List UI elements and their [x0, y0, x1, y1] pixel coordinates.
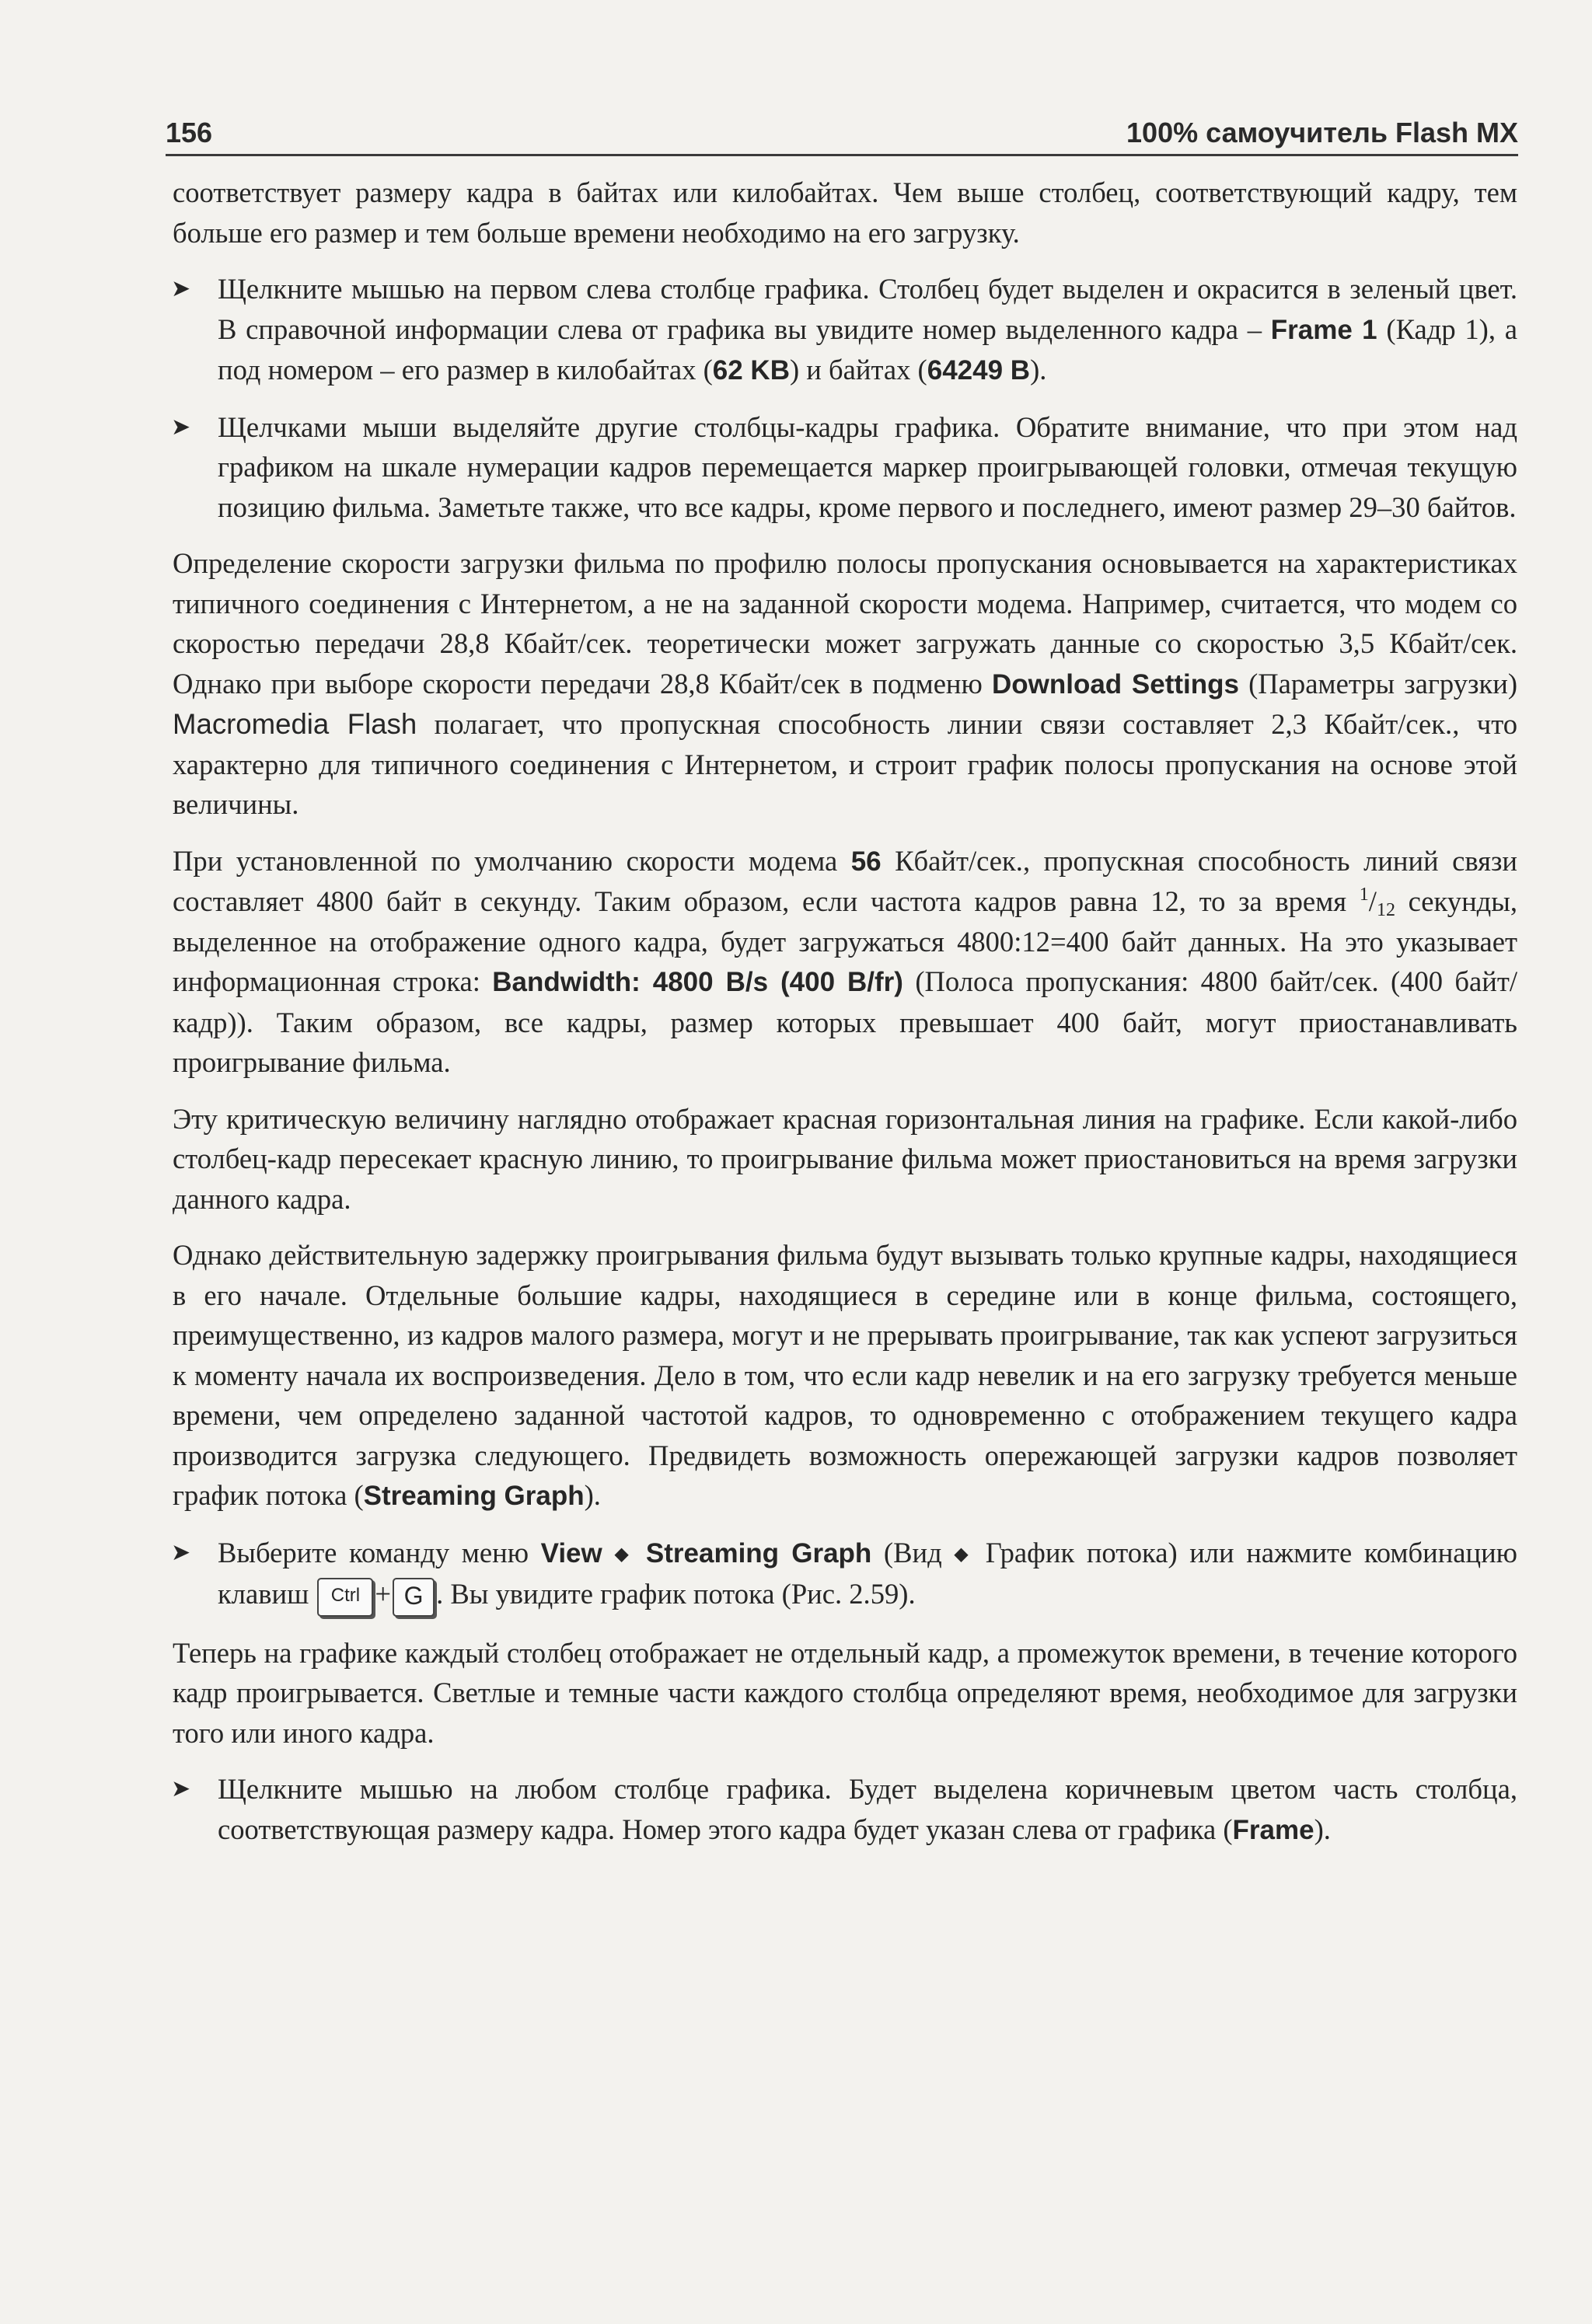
arrow-bullet-icon: ➤	[171, 413, 191, 441]
diamond-separator-icon: ◆	[954, 1542, 974, 1565]
page-body	[173, 173, 1517, 1866]
bold-term: Bandwidth: 4800 B/s (400 B/fr)	[492, 967, 903, 997]
fraction-slash: /	[1368, 885, 1377, 917]
menu-command: Streaming Graph	[645, 1537, 872, 1569]
bullet-text: Щелчками мыши выделяйте другие столбцы-кадры графика. Обратите внимание, что при этом над графиком на шкале нумерации кадров перемещается маркер проигрывающей головки, отмечая текущую позицию фильма. Заметьте также, что все кадры, кроме первого и последнего, имеют размер 29–30 байтов.	[218, 410, 1517, 523]
bullet-text: Щелкните мышью на первом слева столбце графика. Столбец будет выделен и окрасится в зеленый цвет. В справочной информации слева от графика вы увидите номер выделенного кадра –	[218, 273, 1517, 345]
paragraph: Эту критическую величину наглядно отображает красная горизонтальная линия на графике. Если какой-либо столбец-кадр пересекает красную линию, то проигрывание фильма может приостановиться на время загрузки данного кадра.	[173, 1102, 1517, 1215]
bullet-text: (Вид	[871, 1536, 955, 1569]
paragraph-text: (Параметры загрузки)	[1238, 667, 1517, 700]
bullet-text: ).	[1030, 354, 1047, 386]
fraction-denominator: 12	[1376, 900, 1395, 920]
paragraph-text: полагает, что пропускная способность линии связи составляет 2,3 Кбайт/сек., что характерно для типичного соединения с Интернетом, и строит график полосы пропускания на основе этой величины.	[173, 708, 1517, 820]
product-name: Macromedia Flash	[173, 708, 417, 740]
paragraph-text: При установленной по умолчанию скорости модема	[173, 844, 851, 877]
paragraph-text: ).	[584, 1479, 601, 1511]
paragraph-text: Кбайт/сек., пропускная способность линий связи составляет 4800 байт в секунду. Таким образом, если частота кадров равна 12, то за время	[173, 844, 1517, 917]
paragraph-text: (Полоса пропускания: 4800 байт/сек. (400 байт/кадр)). Таким образом, все кадры, размер которых превышает 400 байт, могут приостанавливать проигрывание фильма.	[173, 965, 1517, 1078]
key-plus: +	[375, 1578, 392, 1610]
page-number: 156	[166, 117, 213, 148]
bullet-text: Выберите команду меню	[218, 1536, 541, 1569]
fraction	[1359, 885, 1395, 920]
bullet-item	[173, 1533, 1517, 1617]
bullet-text: График потока) или нажмите комбинацию клавиш	[218, 1536, 1517, 1610]
bold-term: 64249 B	[927, 355, 1031, 386]
paragraph: Теперь на графике каждый столбец отображает не отдельный кадр, а промежуток времени, в течение которого кадр проигрывается. Светлые и темные части каждого столбца определяют время, необходимое для загрузки того или иного кадра.	[173, 1636, 1517, 1749]
page-header	[166, 115, 1518, 156]
diamond-separator-icon: ◆	[614, 1542, 634, 1565]
paragraph-text: секунды, выделенное на отображение одного кадра, будет загружаться 4800:12=400 байт данных. На это указывает информационная строка:	[173, 885, 1517, 997]
bold-term: 62 KB	[712, 355, 790, 386]
paragraph	[173, 543, 1517, 825]
paragraph: соответствует размеру кадра в байтах или килобайтах. Чем выше столбец, соответствующий кадру, тем больше его размер и тем больше времени необходимо на его загрузку.	[173, 176, 1517, 249]
bullet-text: . Вы увидите график потока (Рис. 2.59).	[436, 1578, 916, 1610]
bullet-item	[173, 1769, 1517, 1850]
bullet-item	[173, 407, 1517, 528]
bold-term: Frame 1	[1270, 314, 1377, 345]
paragraph-text: Определение скорости загрузки фильма по профилю полосы пропускания основывается на характеристиках типичного соединения с Интернетом, а не на заданной скорости модема. Например, считается, что модем со скоростью передачи 28,8 Кбайт/сек. теоретически может загружать данные со скоростью 3,5 Кбайт/сек. Однако при выборе скорости передачи 28,8 Кбайт/сек в подменю	[173, 547, 1517, 700]
bold-term: Frame	[1232, 1814, 1314, 1845]
arrow-bullet-icon: ➤	[171, 1538, 191, 1566]
ctrl-key-icon: Ctrl	[317, 1578, 373, 1617]
book-title: 100% самоучитель Flash MX	[1126, 117, 1518, 148]
bullet-text: (Кадр 1), а под номером – его размер в килобайтах (	[218, 312, 1518, 386]
menu-name: View	[540, 1537, 602, 1569]
bold-term: Streaming Graph	[363, 1481, 585, 1511]
bold-term: 56	[850, 846, 882, 877]
bullet-item	[173, 269, 1517, 391]
arrow-bullet-icon: ➤	[171, 275, 191, 302]
bullet-text: Щелкните мышью на любом столбце графика. Будет выделена коричневым цветом часть столбца, соответствующая размеру кадра. Номер этого кадра будет указан слева от графика (	[218, 1773, 1517, 1845]
g-key-icon: G	[393, 1578, 435, 1617]
bullet-text: ) и байтах (	[789, 354, 927, 386]
arrow-bullet-icon: ➤	[171, 1775, 191, 1803]
bold-term: Download Settings	[991, 668, 1239, 700]
fraction-numerator: 1	[1359, 885, 1369, 905]
paragraph-text: Однако действительную задержку проигрывания фильма будут вызывать только крупные кадры, находящиеся в его начале. Отдельные большие кадры, находящиеся в середине или в конце фильма, состоящего, преимущественно, из кадров малого размера, могут и не прерывать проигрывание, так как успеют загрузиться к моменту начала их воспроизведения. Дело в том, что если кадр невелик и на его загрузку требуется меньше времени, чем определено заданной частотой кадров, то одновременно с отображением текущего кадра производится загрузка следующего. Предвидеть возможность опережающей загрузки кадров позволяет график потока (	[173, 1239, 1517, 1511]
paragraph	[173, 841, 1517, 1083]
paragraph	[173, 1235, 1517, 1516]
bullet-text: ).	[1314, 1813, 1331, 1845]
